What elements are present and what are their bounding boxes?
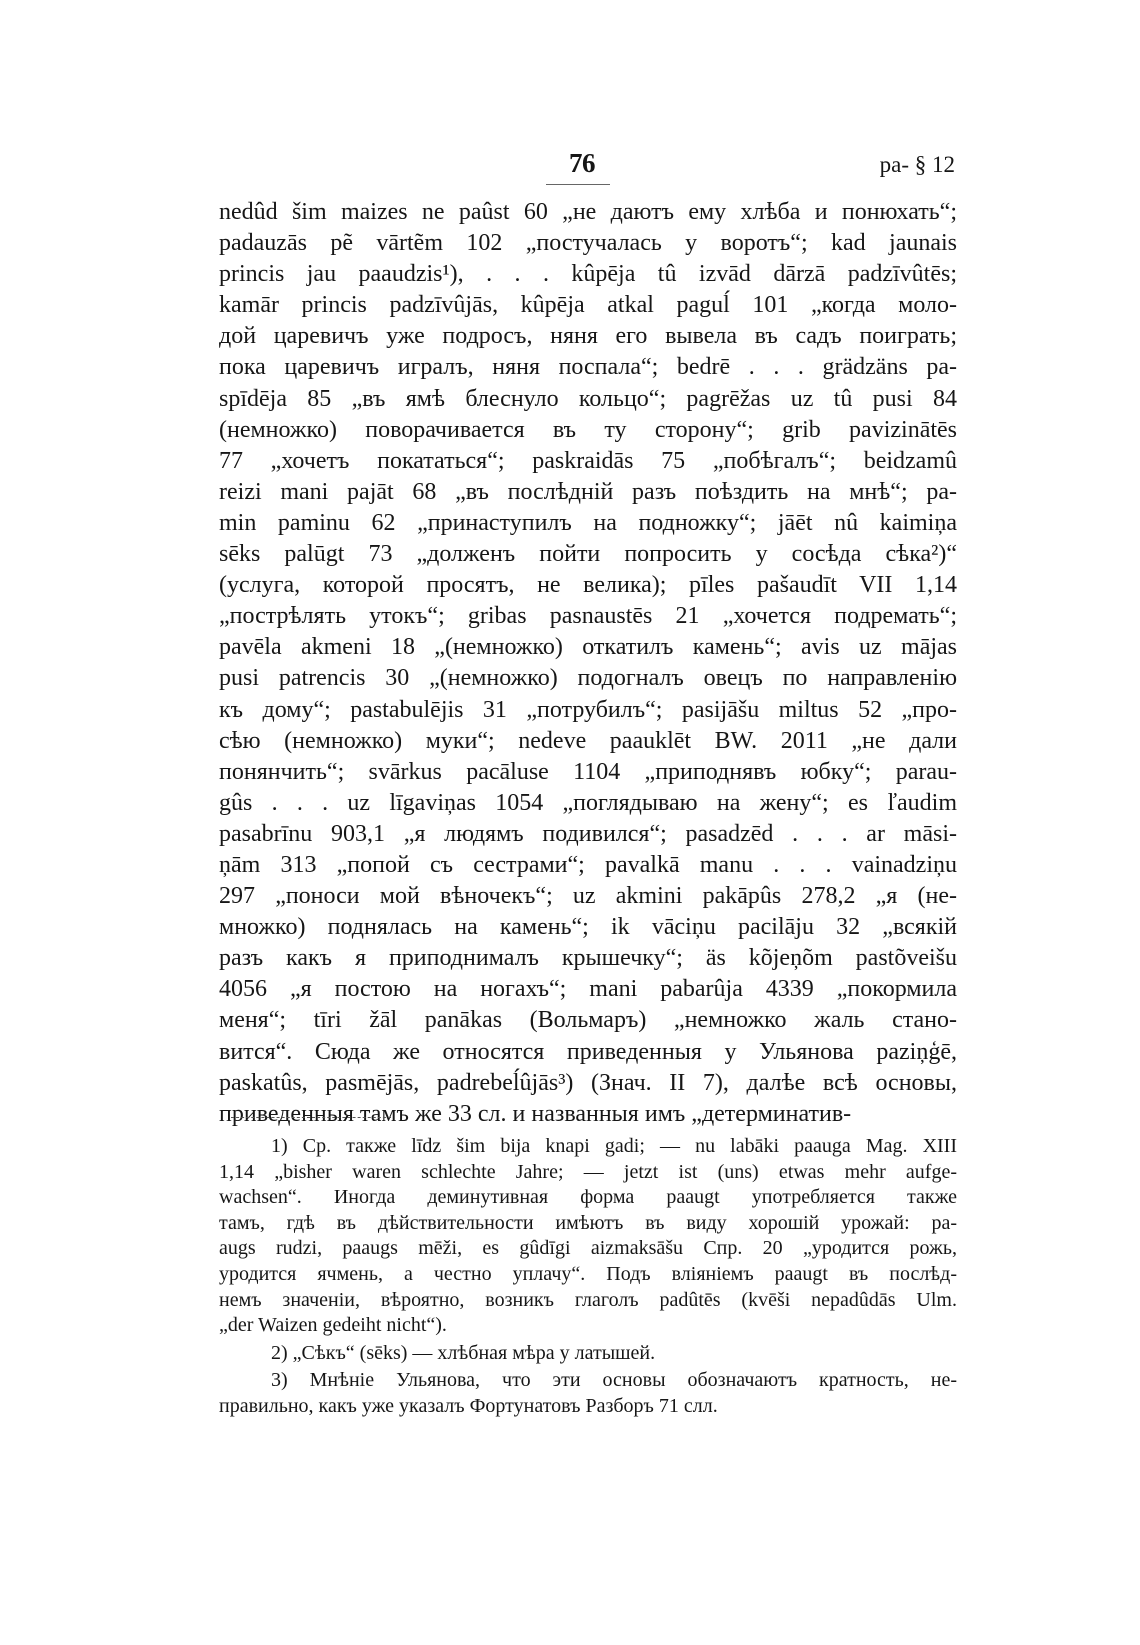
footnote-line: augs rudzi, paaugs mēži, es gûdīgi aizmaksāšu Спр. 20 „уродится рожь,: [219, 1237, 957, 1260]
text-line: padauzās pẽ vārtẽm 102 „постучалась у воротъ“; kad jaunais: [219, 230, 957, 257]
footnote-line: wachsen“. Иногда деминутивная форма paaugt употребляется также: [219, 1186, 957, 1209]
text-line: ņām 313 „попой съ сестрами“; pavalkā manu . . . vainadziņu: [219, 851, 957, 878]
text-line: pasabrīnu 903,1 „я людямъ подивился“; pasadzēd . . . ar māsi-: [219, 820, 957, 847]
page-number: 76: [569, 148, 595, 178]
footnote-line: тамъ, гдѣ въ дѣйствительности имѣютъ въ виду хорошій урожай: pa-: [219, 1211, 957, 1234]
text-line: pusi patrencis 30 „(немножко) подогналъ овецъ по направленію: [219, 665, 957, 692]
text-line: множко) поднялась на камень“; ik vāciņu pacilāju 32 „всякій: [219, 914, 957, 941]
text-line: princis jau paaudzis¹), . . . kûpēja tû izvād dārzā padzīvûtēs;: [219, 261, 957, 288]
text-line: spīdēja 85 „въ ямѣ блеснуло кольцо“; pagrēžas uz tû pusi 84: [219, 385, 957, 412]
footnote-line: „der Waizen gedeiht nicht“).: [219, 1314, 447, 1337]
footnote-1: [219, 1134, 957, 1339]
text-line: меня“; tīri žāl panākas (Вольмаръ) „немножко жаль стано-: [219, 1007, 957, 1034]
page-number-underline: [546, 184, 610, 185]
text-line: min paminu 62 „принаступилъ на подножку“; jāēt nû kaimiņa: [219, 509, 957, 536]
footnote-line: уродится ячмень, а честно уплачу“. Подъ вліяніемъ paaugt въ послѣд-: [219, 1262, 957, 1285]
text-line: nedûd šim maizes ne paûst 60 „не даютъ ему хлѣба и понюхать“;: [219, 199, 957, 225]
text-line: paskatûs, pasmējās, padrebeĺûjās³) (Знач. II 7), далѣе всѣ основы,: [219, 1069, 957, 1096]
footnote-line: немъ значеніи, вѣроятно, возникъ глаголъ padûtēs (kvēši nepadûdās Ulm.: [219, 1288, 957, 1311]
text-line: (немножко) поворачивается въ ту сторону“; grib pavizinātēs: [219, 416, 957, 443]
text-line: разъ какъ я приподнималъ крышечку“; äs kõjeņõm pastõveišu: [219, 945, 957, 972]
footnote-line: 2) „Сѣкъ“ (sēks) — хлѣбная мѣра у латышей.: [271, 1341, 656, 1364]
footnote-line: 3) Мнѣніе Ульянова, что эти основы обозначаютъ кратность, не-: [271, 1369, 957, 1392]
text-line: gûs . . . uz līgaviņas 1054 „поглядываю на жену“; es ľaudim: [219, 789, 957, 816]
running-head: pa- § 12: [879, 152, 955, 177]
text-line: reizi mani pajāt 68 „въ послѣдній разъ поѣздить на мнѣ“; pa-: [219, 478, 957, 505]
text-line: вится“. Сюда же относятся приведенныя у Ульянова paziņģē,: [219, 1038, 957, 1065]
text-line: понянчить“; svārkus pacāluse 1104 „приподнявъ юбку“; parau-: [219, 758, 957, 785]
page-header: [220, 148, 955, 188]
footnote-3: [219, 1368, 957, 1419]
text-line: pavēla akmeni 18 „(немножко) откатилъ камень“; avis uz mājas: [219, 634, 957, 661]
text-line: дой царевичъ уже подросъ, няня его вывела въ садъ поиграть;: [219, 323, 957, 350]
footnote-line: правильно, какъ уже указалъ Фортунатовъ Разборъ 71 слл.: [219, 1394, 718, 1417]
text-line: (услуга, которой просятъ, не велика); pīles pašaudīt VII 1,14: [219, 572, 957, 599]
text-line: пока царевичъ игралъ, няня поспала“; bedrē . . . grädzäns pa-: [219, 354, 957, 381]
text-line: 297 „поноси мой вѣночекъ“; uz akmini pakāpûs 278,2 „я (не-: [219, 883, 957, 910]
footnote-2: [219, 1341, 957, 1367]
footnotes: [219, 1134, 957, 1420]
text-line: sēks palūgt 73 „долженъ пойти попросить у сосѣда сѣка²)“: [219, 541, 957, 568]
text-line: 4056 „я постою на ногахъ“; mani pabarûja 4339 „покормила: [219, 976, 957, 1003]
text-line: kamār princis padzīvûjās, kûpēja atkal paguĺ 101 „когда моло-: [219, 292, 957, 319]
text-line: „пострѣлять утокъ“; gribas pasnaustēs 21 „хочется подремать“;: [219, 603, 957, 630]
text-line: къ дому“; pastabulējis 31 „потрубилъ“; pasijāšu miltus 52 „про-: [219, 696, 957, 723]
text-line: 77 „хочетъ покататься“; paskraidās 75 „побѣгалъ“; beidzamû: [219, 447, 957, 474]
footnote-separator: [231, 1117, 391, 1118]
footnote-line: 1,14 „bisher waren schlechte Jahre; — jetzt ist (uns) etwas mehr aufge-: [219, 1160, 957, 1183]
footnote-line: 1) Ср. также līdz šim bija knapi gadi; — nu labāki paauga Mag. XIII: [271, 1135, 957, 1157]
main-text: [219, 197, 957, 1130]
text-line: сѣю (немножко) муки“; nedeve paauklēt BW. 2011 „не дали: [219, 727, 957, 754]
text-line: приведенныя тамъ же 33 сл. и названныя имъ „детерминатив-: [219, 1100, 852, 1127]
